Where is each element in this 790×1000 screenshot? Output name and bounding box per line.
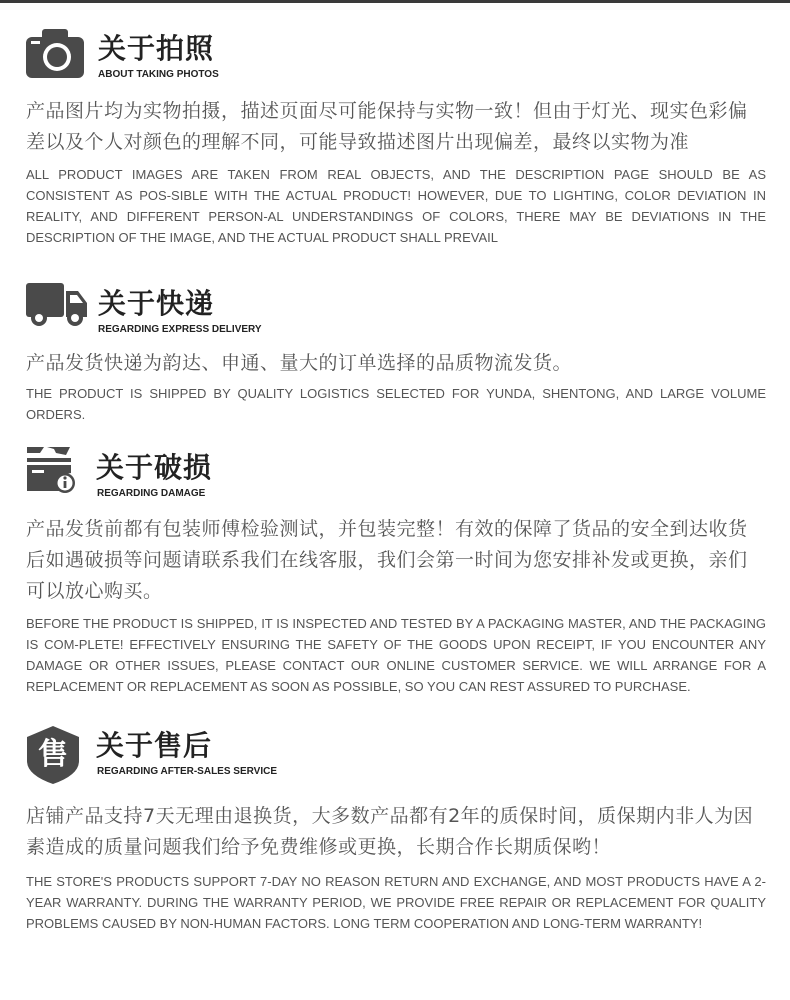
section-body-en: ALL PRODUCT IMAGES ARE TAKEN FROM REAL OBJECTS, AND THE DESCRIPTION PAGE SHOULD BE AS CONSISTENT AS POS-SIBLE WITH THE ACTUAL PRODUCT! HOWEVER, DUE TO LIGHTING, COLOR DEVIATION IN REALITY, AND DIFFERENT PERSON-AL UNDERSTANDINGS OF COLORS, THERE MAY BE DEVIATIONS IN THE DESCRIPTION OF THE IMAGE, AND THE ACTUAL PRODUCT SHALL PREVAIL <box>26 167 766 245</box>
section-title: 关于破损 <box>96 451 213 484</box>
section-header <box>26 447 766 507</box>
section-body-zh: 产品图片均为实物拍摄，描述页面尽可能保持与实物一致！但由于灯光、现实色彩偏差以及个人对颜色的理解不同，可能导致描述图片出现偏差，最终以实物为准 <box>26 100 748 153</box>
section-body-en: THE STORE'S PRODUCTS SUPPORT 7-DAY NO REASON RETURN AND EXCHANGE, AND MOST PRODUCTS HAVE A 2-YEAR WARRANTY. DURING THE WARRANTY PERIOD, WE PROVIDE FREE REPAIR OR REPLACEMENT FOR QUALITY PROBLEMS CAUSED BY NON-HUMAN FACTORS. LONG TERM COOPERATION AND LONG-TERM WARRANTY! <box>26 874 766 931</box>
section-subtitle: REGARDING DAMAGE <box>97 488 206 499</box>
section-header <box>26 283 766 343</box>
section-after-sales <box>26 725 766 934</box>
damaged-box-icon <box>26 447 76 493</box>
section-body-zh: 店铺产品支持7天无理由退换货，大多数产品都有2年的质保时间，质保期内非人为因素造成的质量问题我们给予免费维修或更换，长期合作长期质保哟！ <box>26 805 754 858</box>
camera-icon <box>26 28 84 78</box>
section-header <box>26 725 766 785</box>
section-title: 关于快递 <box>98 287 215 320</box>
after-sales-shield-icon <box>26 725 80 785</box>
section-body-zh: 产品发货前都有包装师傅检验测试，并包装完整！有效的保障了货品的安全到达收货后如遇破损等问题请联系我们在线客服，我们会第一时间为您安排补发或更换，亲们可以放心购买。 <box>26 518 748 602</box>
section-header <box>26 28 766 88</box>
section-body-zh: 产品发货快递为韵达、申通、量大的订单选择的品质物流发货。 <box>26 352 573 374</box>
badge-char: 售 <box>38 737 68 772</box>
section-subtitle: REGARDING EXPRESS DELIVERY <box>98 324 262 335</box>
section-subtitle: REGARDING AFTER-SALES SERVICE <box>97 766 278 777</box>
top-divider <box>0 0 790 3</box>
section-body-en: THE PRODUCT IS SHIPPED BY QUALITY LOGISTICS SELECTED FOR YUNDA, SHENTONG, AND LARGE VOLUME ORDERS. <box>26 386 766 422</box>
section-damage <box>26 447 766 697</box>
section-subtitle: ABOUT TAKING PHOTOS <box>98 69 219 80</box>
section-body-en: BEFORE THE PRODUCT IS SHIPPED, IT IS INSPECTED AND TESTED BY A PACKAGING MASTER, AND THE PACKAGING IS COM-PLETE! EFFECTIVELY ENSURING THE SAFETY OF THE GOODS UPON RECEIPT, IF YOU ENCOUNTER ANY DAMAGE OR OTHER ISSUES, PLEASE CONTACT OUR ONLINE CUSTOMER SERVICE. WE WILL ARRANGE FOR A REPLACEMENT OR REPLACEMENT AS SOON AS POSSIBLE, SO YOU CAN REST ASSURED TO PURCHASE. <box>26 616 766 694</box>
section-title: 关于售后 <box>96 729 213 762</box>
section-photos <box>26 28 766 248</box>
truck-icon <box>26 283 88 327</box>
section-express <box>26 283 766 425</box>
section-title: 关于拍照 <box>98 32 215 65</box>
